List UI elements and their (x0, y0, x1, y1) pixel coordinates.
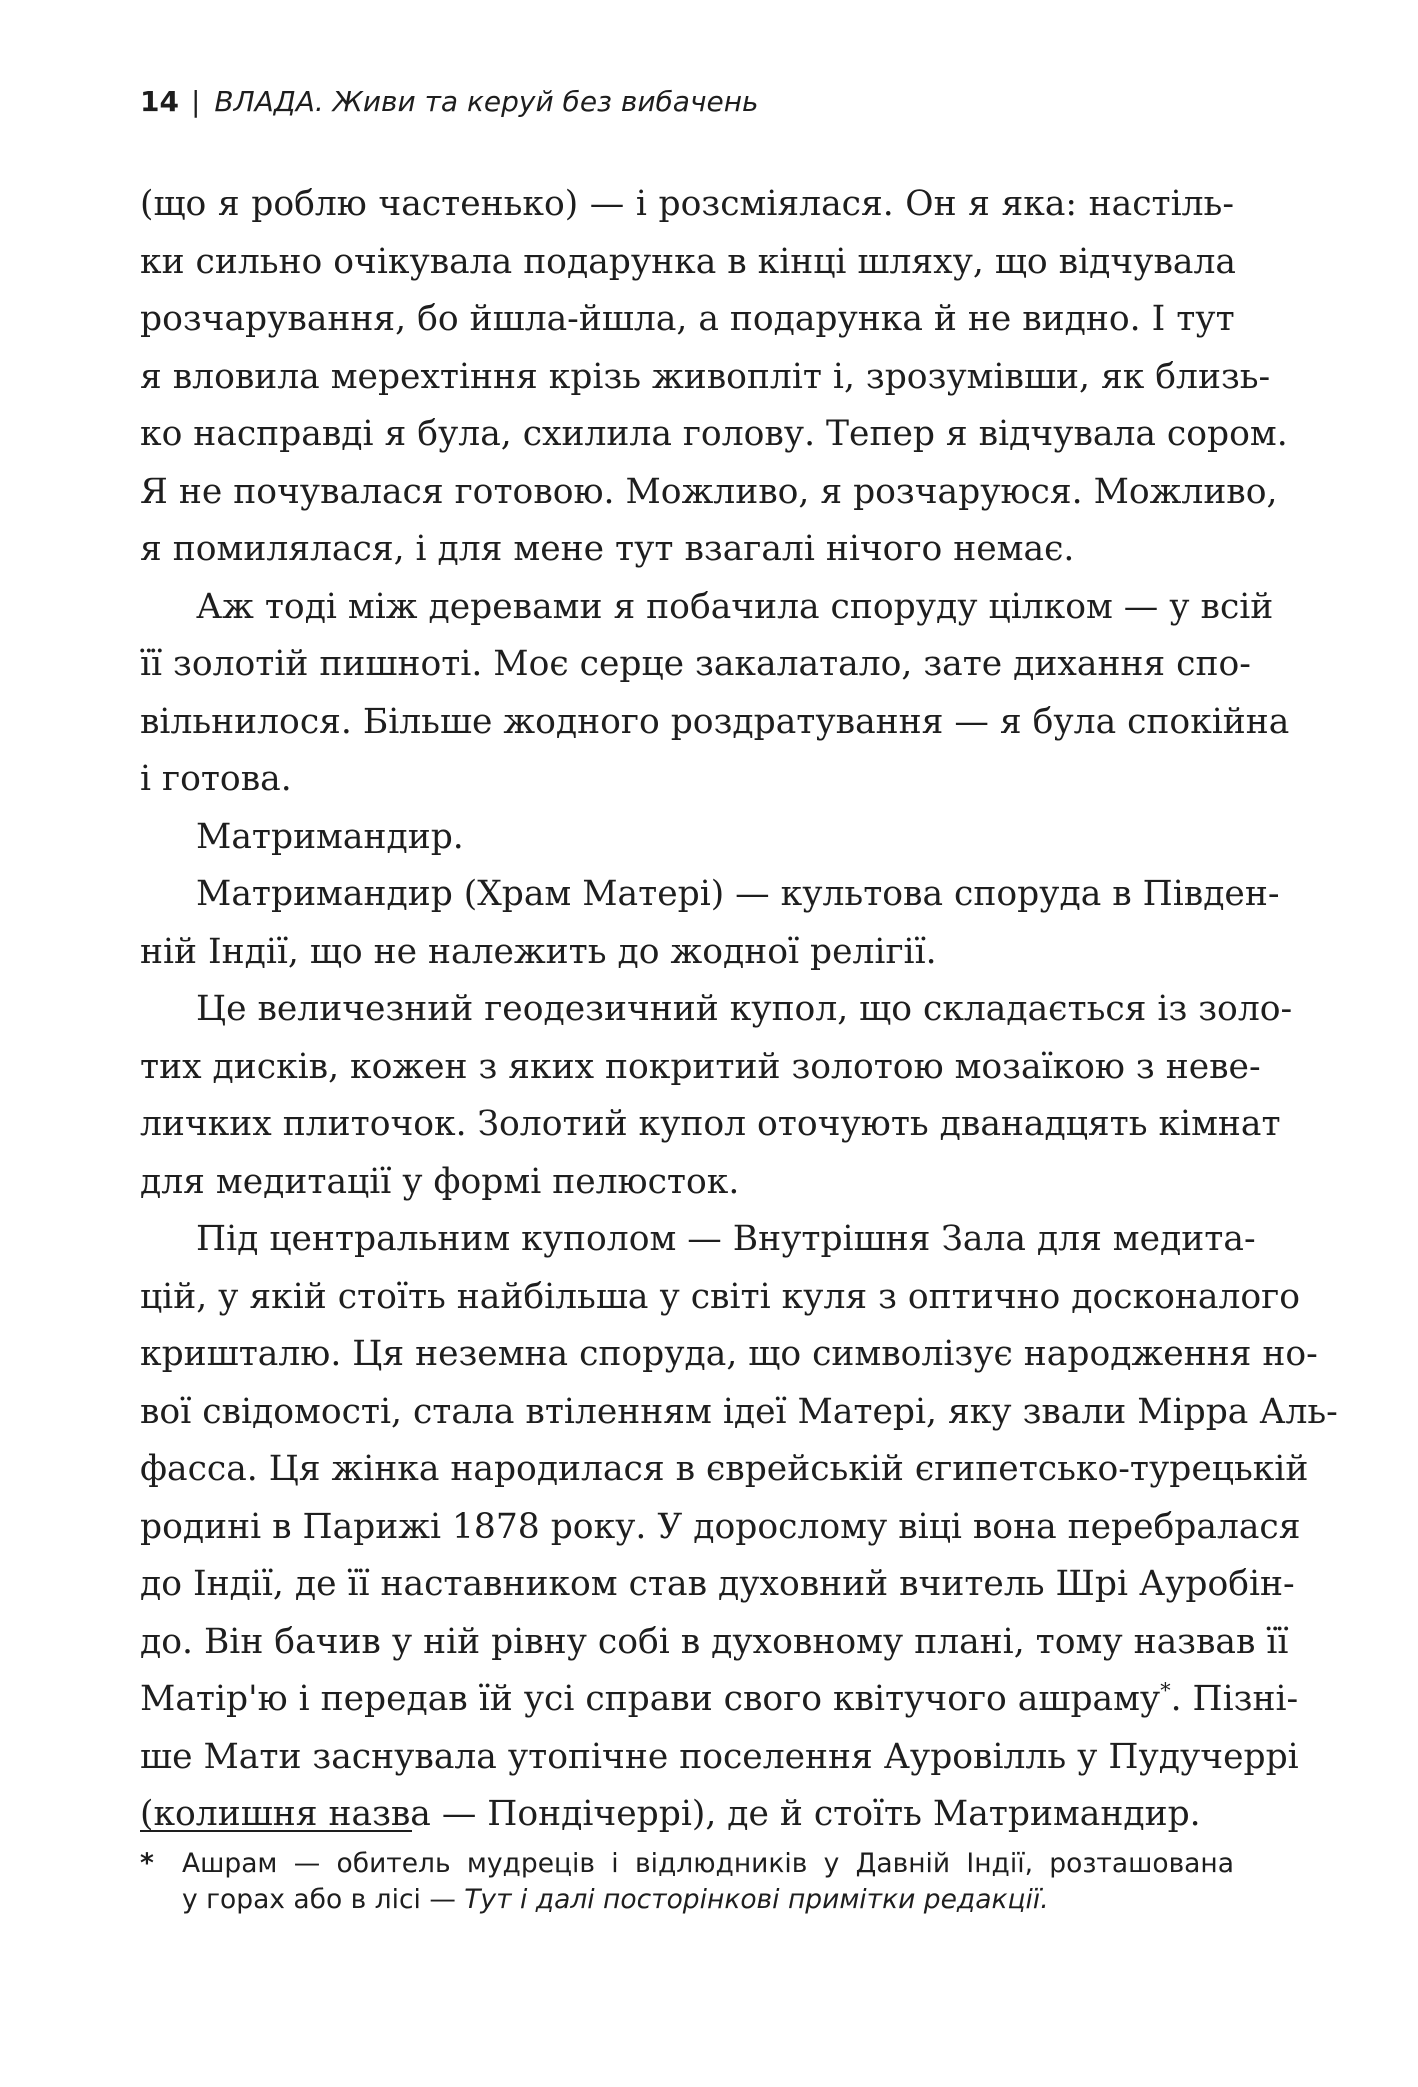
text-line: для медитації у формі пелюсток. (140, 1161, 740, 1202)
text-line: Я не почувалася готовою. Можливо, я розчаруюся. Можливо, (140, 471, 1278, 512)
text-line: вої свідомості, стала втіленням ідеї Матері, яку звали Мірра Аль- (140, 1391, 1338, 1432)
text-line: розчарування, бо йшла-йшла, а подарунка й не видно. І тут (140, 299, 1235, 339)
text-line: (колишня назва — Пондічеррі), де й стоїть Матримандир. (140, 1794, 1201, 1834)
header-separator: | (190, 85, 201, 118)
text-line: цій, у якій стоїть найбільша у світі куля з оптично досконалого (140, 1276, 1301, 1317)
text-line: кришталю. Ця неземна споруда, що символізує народження но- (140, 1334, 1318, 1374)
editorial-note: Тут і далі посторінкові примітки редакції. (464, 1884, 1049, 1915)
text-line: я вловила мерехтіння крізь живопліт і, зрозумівши, як близь- (140, 356, 1271, 397)
footnote-line (182, 1882, 1234, 1918)
text-line: вільнилося. Більше жодного роздратування — я була спокійна (140, 701, 1290, 742)
text-line: до Індії, де її наставником став духовний вчитель Шрі Ауробін- (140, 1564, 1295, 1604)
footnote-text: у горах або в лісі — (182, 1884, 465, 1915)
text-line: я помилялася, і для мене тут взагалі нічого немає. (140, 529, 1075, 569)
text-line: родині в Парижі 1878 року. У дорослому віці вона перебралася (140, 1506, 1301, 1547)
footnote-marker: * (140, 1848, 154, 1879)
text-line: фасса. Ця жінка народилася в єврейській єгипетсько-турецькій (140, 1449, 1309, 1489)
footnote-ref[interactable]: * (1160, 1678, 1171, 1703)
book-title: ВЛАДА. Живи та керуй без вибачень (214, 85, 759, 118)
text-line: Це величезний геодезичний купол, що складається із золо- (196, 989, 1293, 1029)
text-line: Під центральним куполом — Внутрішня Зала для медита- (196, 1219, 1256, 1259)
text-line: до. Він бачив у ній рівну собі в духовному плані, тому назвав її (140, 1621, 1289, 1662)
text-line: Матримандир. (196, 816, 464, 857)
text-line: тих дисків, кожен з яких покритий золотою мозаїкою з неве- (140, 1046, 1261, 1087)
text-line: ки сильно очікувала подарунка в кінці шляху, що відчувала (140, 241, 1236, 282)
text-line: Матримандир (Храм Матері) — культова споруда в Півден- (196, 874, 1280, 914)
text-line: і готова. (140, 759, 292, 799)
footnote-line: Ашрам — обитель мудреців і відлюдників у Давній Індії, розташована (182, 1848, 1234, 1879)
footnote (140, 1846, 1234, 1918)
text-line: ше Мати заснувала утопічне поселення Ауровілль у Пудучеррі (140, 1736, 1299, 1777)
text-segment: Матір'ю і передав їй усі справи свого квітучого ашраму (140, 1679, 1161, 1719)
running-head (140, 82, 759, 122)
page-number: 14 (140, 85, 179, 118)
text-line: (що я роблю частенько) — і розсміялася. Он я яка: настіль- (140, 184, 1234, 224)
text-line (140, 1671, 1299, 1729)
text-line: її золотій пишноті. Моє серце закалатало, зате дихання спо- (140, 644, 1251, 684)
footnote-divider (140, 1830, 412, 1832)
text-line: ко насправді я була, схилила голову. Тепер я відчувала сором. (140, 414, 1288, 454)
body-text (140, 176, 1338, 1844)
text-line: Аж тоді між деревами я побачила споруду цілком — у всій (196, 586, 1274, 627)
text-line: ній Індії, що не належить до жодної релігії. (140, 931, 937, 972)
text-segment: . Пізні- (1170, 1679, 1299, 1719)
text-line: личких плиточок. Золотий купол оточують дванадцять кімнат (140, 1104, 1281, 1144)
